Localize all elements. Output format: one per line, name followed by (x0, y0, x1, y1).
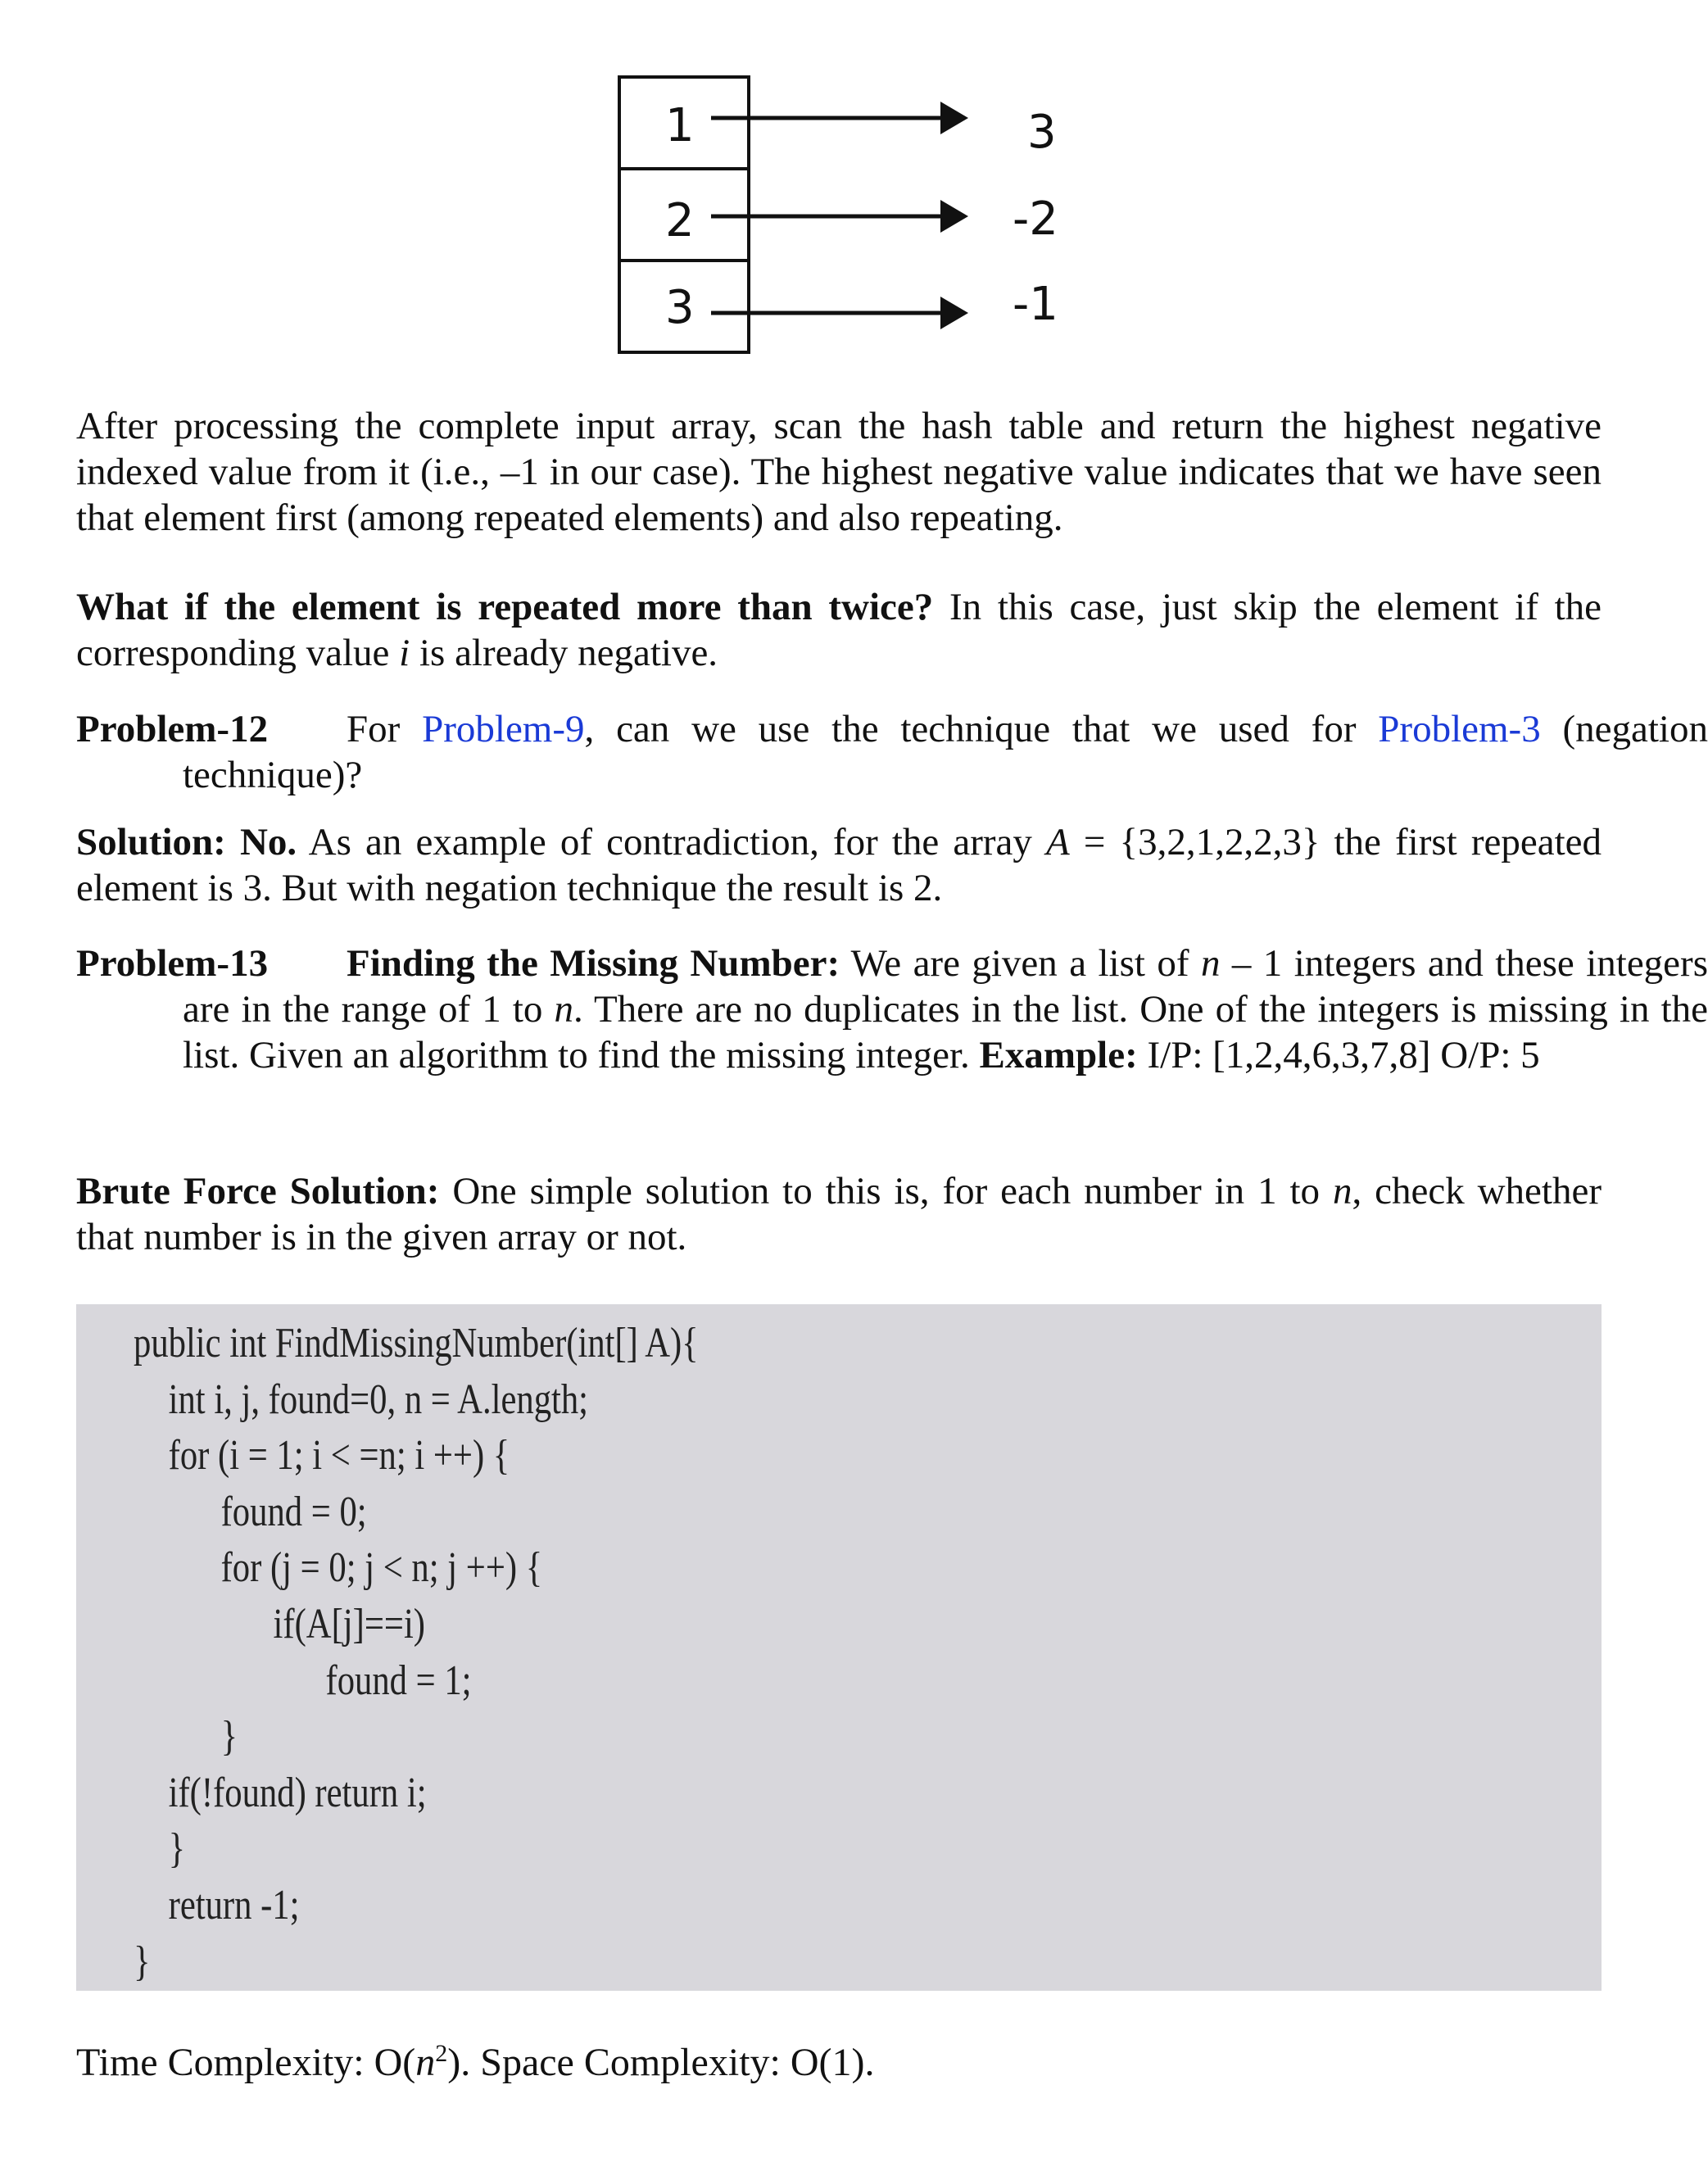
arrowhead (940, 200, 968, 233)
text: One simple solution to this is, for each number in 1 to (439, 1170, 1333, 1212)
arrowhead (940, 102, 968, 134)
text: ). Space Complexity: O(1). (447, 2041, 875, 2084)
variable-i: i (399, 632, 410, 674)
problem-13 (76, 940, 1708, 1078)
text: , can we use the technique that we used for (584, 708, 1379, 750)
paragraph-hash-scan: After processing the complete input array, scan the hash table and return the highest negative indexed value from it (i.e., –1 in our case). The highest negative value indicates that we have seen that element first (among repeated elements) and also repeating. (76, 405, 1602, 539)
bold-question: What if the element is repeated more than twice? (76, 586, 934, 628)
brute-force-label: Brute Force Solution: (76, 1170, 440, 1212)
hash-key: 2 (665, 194, 695, 247)
arrowhead (940, 297, 968, 329)
text: We are given a list of (840, 942, 1201, 985)
brute-force-solution (76, 1168, 1602, 1260)
variable-n: n (554, 988, 573, 1031)
text: (negation technique)? (183, 708, 1708, 796)
text: I/P: [1,2,4,6,3,7,8] O/P: 5 (1137, 1034, 1540, 1076)
problem-9-link[interactable]: Problem-9 (422, 708, 585, 750)
code-listing: public int FindMissingNumber(int[] A){ int i, j, found=0, n = A.length; for (i = 1; i < =n; i ++) { found = 0; for (j = 0; j < n; j ++) { if(A[j]==i) found = 1; } if(!found) return i; } return -1; } (134, 1320, 699, 1985)
variable-n: n (1332, 1170, 1352, 1212)
complexity-line (76, 2040, 875, 2086)
hash-value: -1 (1013, 278, 1058, 331)
text: = {3,2,1,2,2,3} the first repeated element is 3. But with negation technique the result is 2. (76, 821, 1602, 909)
hash-value: -2 (1013, 193, 1058, 246)
hash-key: 3 (665, 281, 695, 334)
problem-label: Problem-12 (76, 708, 269, 750)
text: . There are no duplicates in the list. One of the integers is missing in the list. Given an algorithm to find the missing integer. (183, 988, 1708, 1076)
text: – 1 integers and these integers are in the range of 1 to (183, 942, 1708, 1031)
text: Time Complexity: O( (76, 2041, 416, 2084)
problem-12 (76, 706, 1708, 798)
problem-label: Problem-13 (76, 942, 269, 985)
variable-A: A (1046, 821, 1070, 863)
code-block (76, 1304, 1602, 1991)
hash-key: 1 (665, 99, 695, 152)
text: As an example of contradiction, for the array (297, 821, 1047, 863)
hash-table-diagram (573, 66, 1163, 377)
hash-table-figure (573, 66, 1163, 377)
exponent: 2 (435, 2040, 448, 2067)
text: is already negative. (410, 632, 718, 674)
problem-3-link[interactable]: Problem-3 (1378, 708, 1541, 750)
solution-12 (76, 819, 1602, 911)
text: In this case, just skip the element if the corresponding value (76, 586, 1602, 674)
example-label: Example: (979, 1034, 1138, 1076)
paragraph-repeated-more-than-twice (76, 584, 1602, 676)
variable-n: n (415, 2041, 436, 2084)
text: , check whether that number is in the given array or not. (76, 1170, 1602, 1258)
solution-label: Solution: No. (76, 821, 297, 863)
problem-title: Finding the Missing Number: (347, 942, 840, 985)
text: For (347, 708, 423, 750)
hash-value: 3 (1027, 106, 1057, 159)
variable-n: n (1200, 942, 1221, 985)
